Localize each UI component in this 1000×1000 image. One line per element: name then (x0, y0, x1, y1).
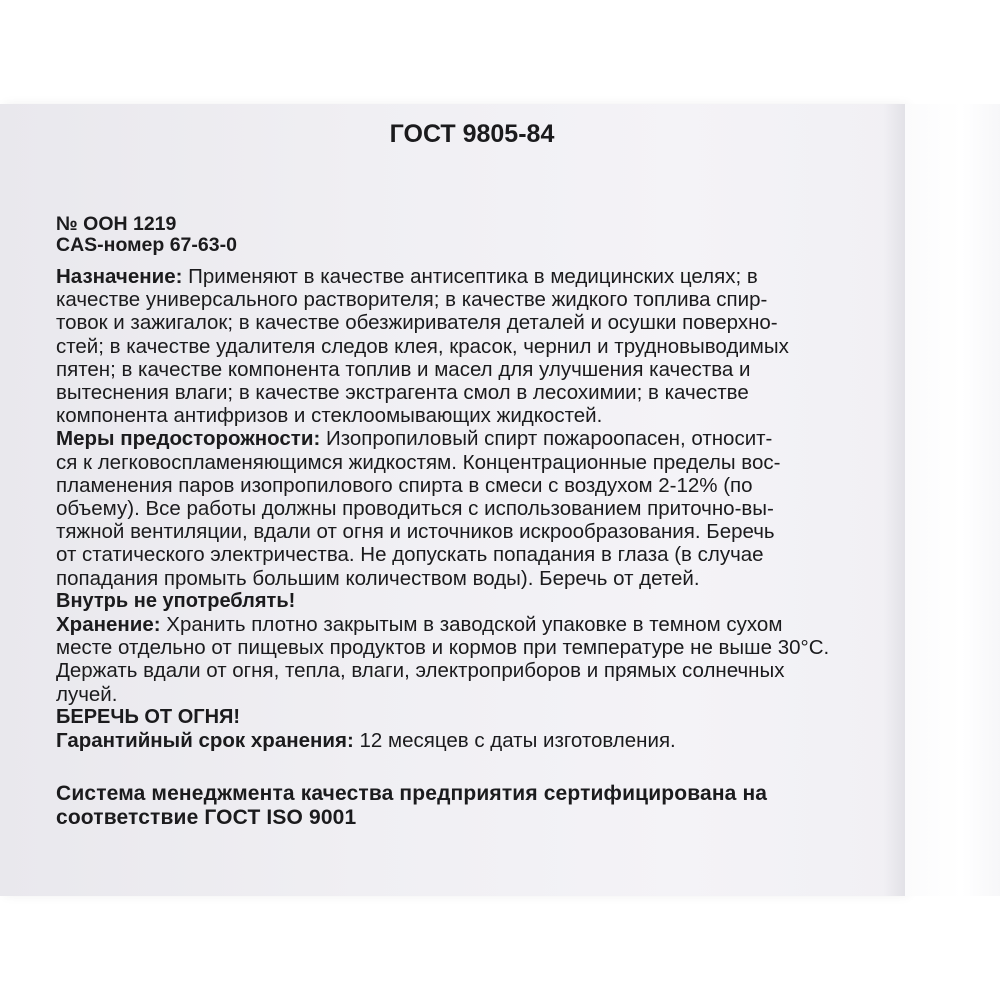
precautions-line: ся к легковоспламеняющимся жидкостям. Концентрационные пределы вос- (56, 450, 781, 474)
precautions-heading: Меры предосторожности: (56, 427, 321, 451)
precautions-line: объему). Все работы должны проводиться с использованием приточно-вы- (56, 497, 774, 521)
purpose-line: товок и зажигалок; в качестве обезжиривателя деталей и осушки поверхно- (56, 311, 778, 335)
storage-line: лучей. (56, 682, 118, 706)
identifiers (56, 214, 896, 256)
purpose-section (56, 265, 896, 427)
storage-heading: Хранение: (56, 613, 161, 637)
warranty-heading: Гарантийный срок хранения: (56, 729, 354, 753)
certification-line: соответствие ГОСТ ISO 9001 (56, 806, 357, 830)
warranty-section (56, 729, 896, 752)
precautions-line: пламенения паров изопропилового спирта в смеси с воздухом 2-12% (по (56, 473, 753, 497)
purpose-line: компонента антифризов и стеклоомывающих жидкостей. (56, 404, 603, 428)
storage-line: Держать вдали от огня, тепла, влаги, электроприборов и прямых солнечных (56, 659, 785, 683)
label-text (56, 112, 896, 830)
precautions-line: попадания промыть большим количеством воды). Беречь от детей. (56, 566, 700, 590)
label-title: ГОСТ 9805-84 (389, 120, 555, 148)
purpose-heading: Назначение: (56, 265, 183, 288)
purpose-line: пятен; в качестве компонента топлив и масел для улучшения качества и (56, 357, 751, 381)
precautions-section (56, 427, 896, 589)
certification-line: Система менеджмента качества предприятия сертифицирована на (56, 782, 768, 806)
purpose-line: качестве универсального растворителя; в качестве жидкого топлива спир- (56, 288, 768, 312)
purpose-line: вытеснения влаги; в качестве экстрагента смол в лесохимии; в качестве (56, 381, 749, 405)
bottle-edge (905, 104, 1000, 896)
purpose-line: Применяют в качестве антисептика в медицинских целях; в (182, 265, 758, 288)
no-ingest-warning: Внутрь не употреблять! (56, 589, 296, 612)
certification-statement (56, 782, 896, 830)
storage-line: месте отдельно от пищевых продуктов и кормов при температуре не выше 30°С. (56, 636, 830, 660)
precautions-line: тяжной вентиляции, вдали от огня и источников искрообразования. Беречь (56, 520, 775, 544)
warranty-text: 12 месяцев с даты изготовления. (353, 729, 676, 753)
storage-section (56, 613, 896, 706)
purpose-line: стей; в качестве удалителя следов клея, красок, чернил и трудновыводимых (56, 334, 789, 358)
precautions-line: от статического электричества. Не допускать попадания в глаза (в случае (56, 543, 764, 567)
storage-line: Хранить плотно закрытым в заводской упаковке в темном сухом (160, 613, 783, 637)
fire-warning: БЕРЕЧЬ ОТ ОГНЯ! (56, 705, 241, 728)
cas-number: CAS-номер 67-63-0 (56, 234, 237, 256)
un-number: № ООН 1219 (56, 213, 177, 235)
precautions-line: Изопропиловый спирт пожароопасен, относит- (320, 427, 773, 451)
